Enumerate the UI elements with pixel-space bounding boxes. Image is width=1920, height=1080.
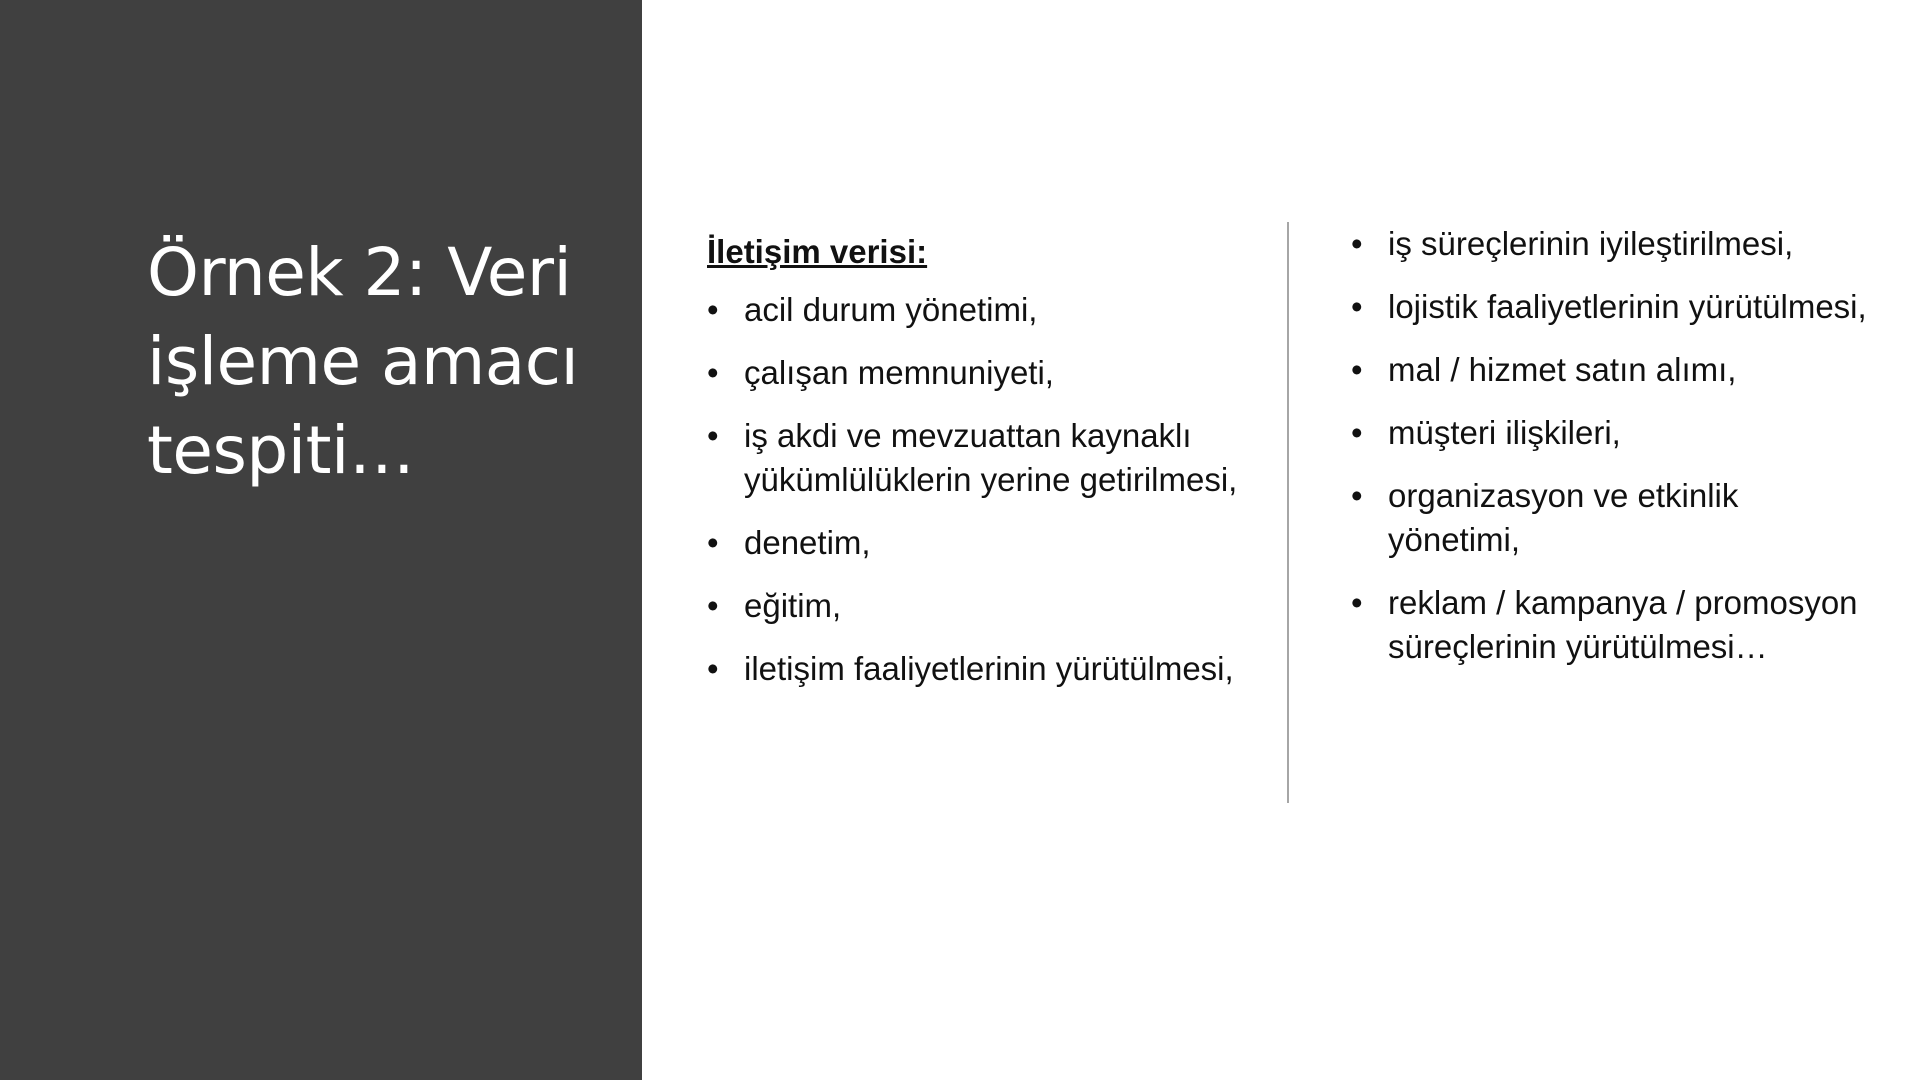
bullet-icon: • xyxy=(707,291,719,328)
right-bullet-list xyxy=(1351,222,1871,669)
bullet-icon: • xyxy=(707,524,719,561)
list-item-text: reklam / kampanya / promosyon süreçlerinin yürütülmesi… xyxy=(1388,584,1858,665)
list-item-text: iş akdi ve mevzuattan kaynaklı yükümlülüklerin yerine getirilmesi, xyxy=(744,417,1238,498)
title-panel xyxy=(0,0,642,1080)
list-item-text: müşteri ilişkileri, xyxy=(1388,414,1621,451)
bullet-icon: • xyxy=(1351,225,1363,262)
list-item-text: eğitim, xyxy=(744,587,842,624)
bullet-icon: • xyxy=(1351,414,1363,451)
right-column xyxy=(1351,222,1871,688)
list-item-text: iletişim faaliyetlerinin yürütülmesi, xyxy=(744,650,1234,687)
bullet-icon: • xyxy=(1351,477,1363,514)
list-item-text: acil durum yönetimi, xyxy=(744,291,1038,328)
slide-title: Örnek 2: Veri işleme amacı tespiti… xyxy=(147,234,579,489)
bullet-icon: • xyxy=(707,587,719,624)
list-item xyxy=(1351,581,1871,669)
list-item-text: denetim, xyxy=(744,524,871,561)
column-divider xyxy=(1287,222,1289,803)
list-item-text: çalışan memnuniyeti, xyxy=(744,354,1054,391)
list-item xyxy=(1351,474,1871,562)
bullet-icon: • xyxy=(1351,288,1363,325)
list-item xyxy=(707,584,1267,628)
left-bullet-list xyxy=(707,288,1267,691)
list-item xyxy=(1351,222,1871,266)
left-column xyxy=(707,222,1267,710)
list-item xyxy=(707,647,1267,691)
list-item xyxy=(1351,348,1871,392)
list-item xyxy=(1351,285,1871,329)
list-item-text: lojistik faaliyetlerinin yürütülmesi, xyxy=(1388,288,1867,325)
list-item xyxy=(707,414,1267,502)
section-heading: İletişim verisi: xyxy=(707,233,928,270)
list-item xyxy=(1351,411,1871,455)
list-item xyxy=(707,351,1267,395)
bullet-icon: • xyxy=(707,417,719,454)
list-item-text: organizasyon ve etkinlik yönetimi, xyxy=(1388,477,1739,558)
list-item xyxy=(707,521,1267,565)
list-item-text: iş süreçlerinin iyileştirilmesi, xyxy=(1388,225,1794,262)
bullet-icon: • xyxy=(707,354,719,391)
bullet-icon: • xyxy=(1351,584,1363,621)
list-item-text: mal / hizmet satın alımı, xyxy=(1388,351,1737,388)
list-item xyxy=(707,288,1267,332)
bullet-icon: • xyxy=(707,650,719,687)
bullet-icon: • xyxy=(1351,351,1363,388)
